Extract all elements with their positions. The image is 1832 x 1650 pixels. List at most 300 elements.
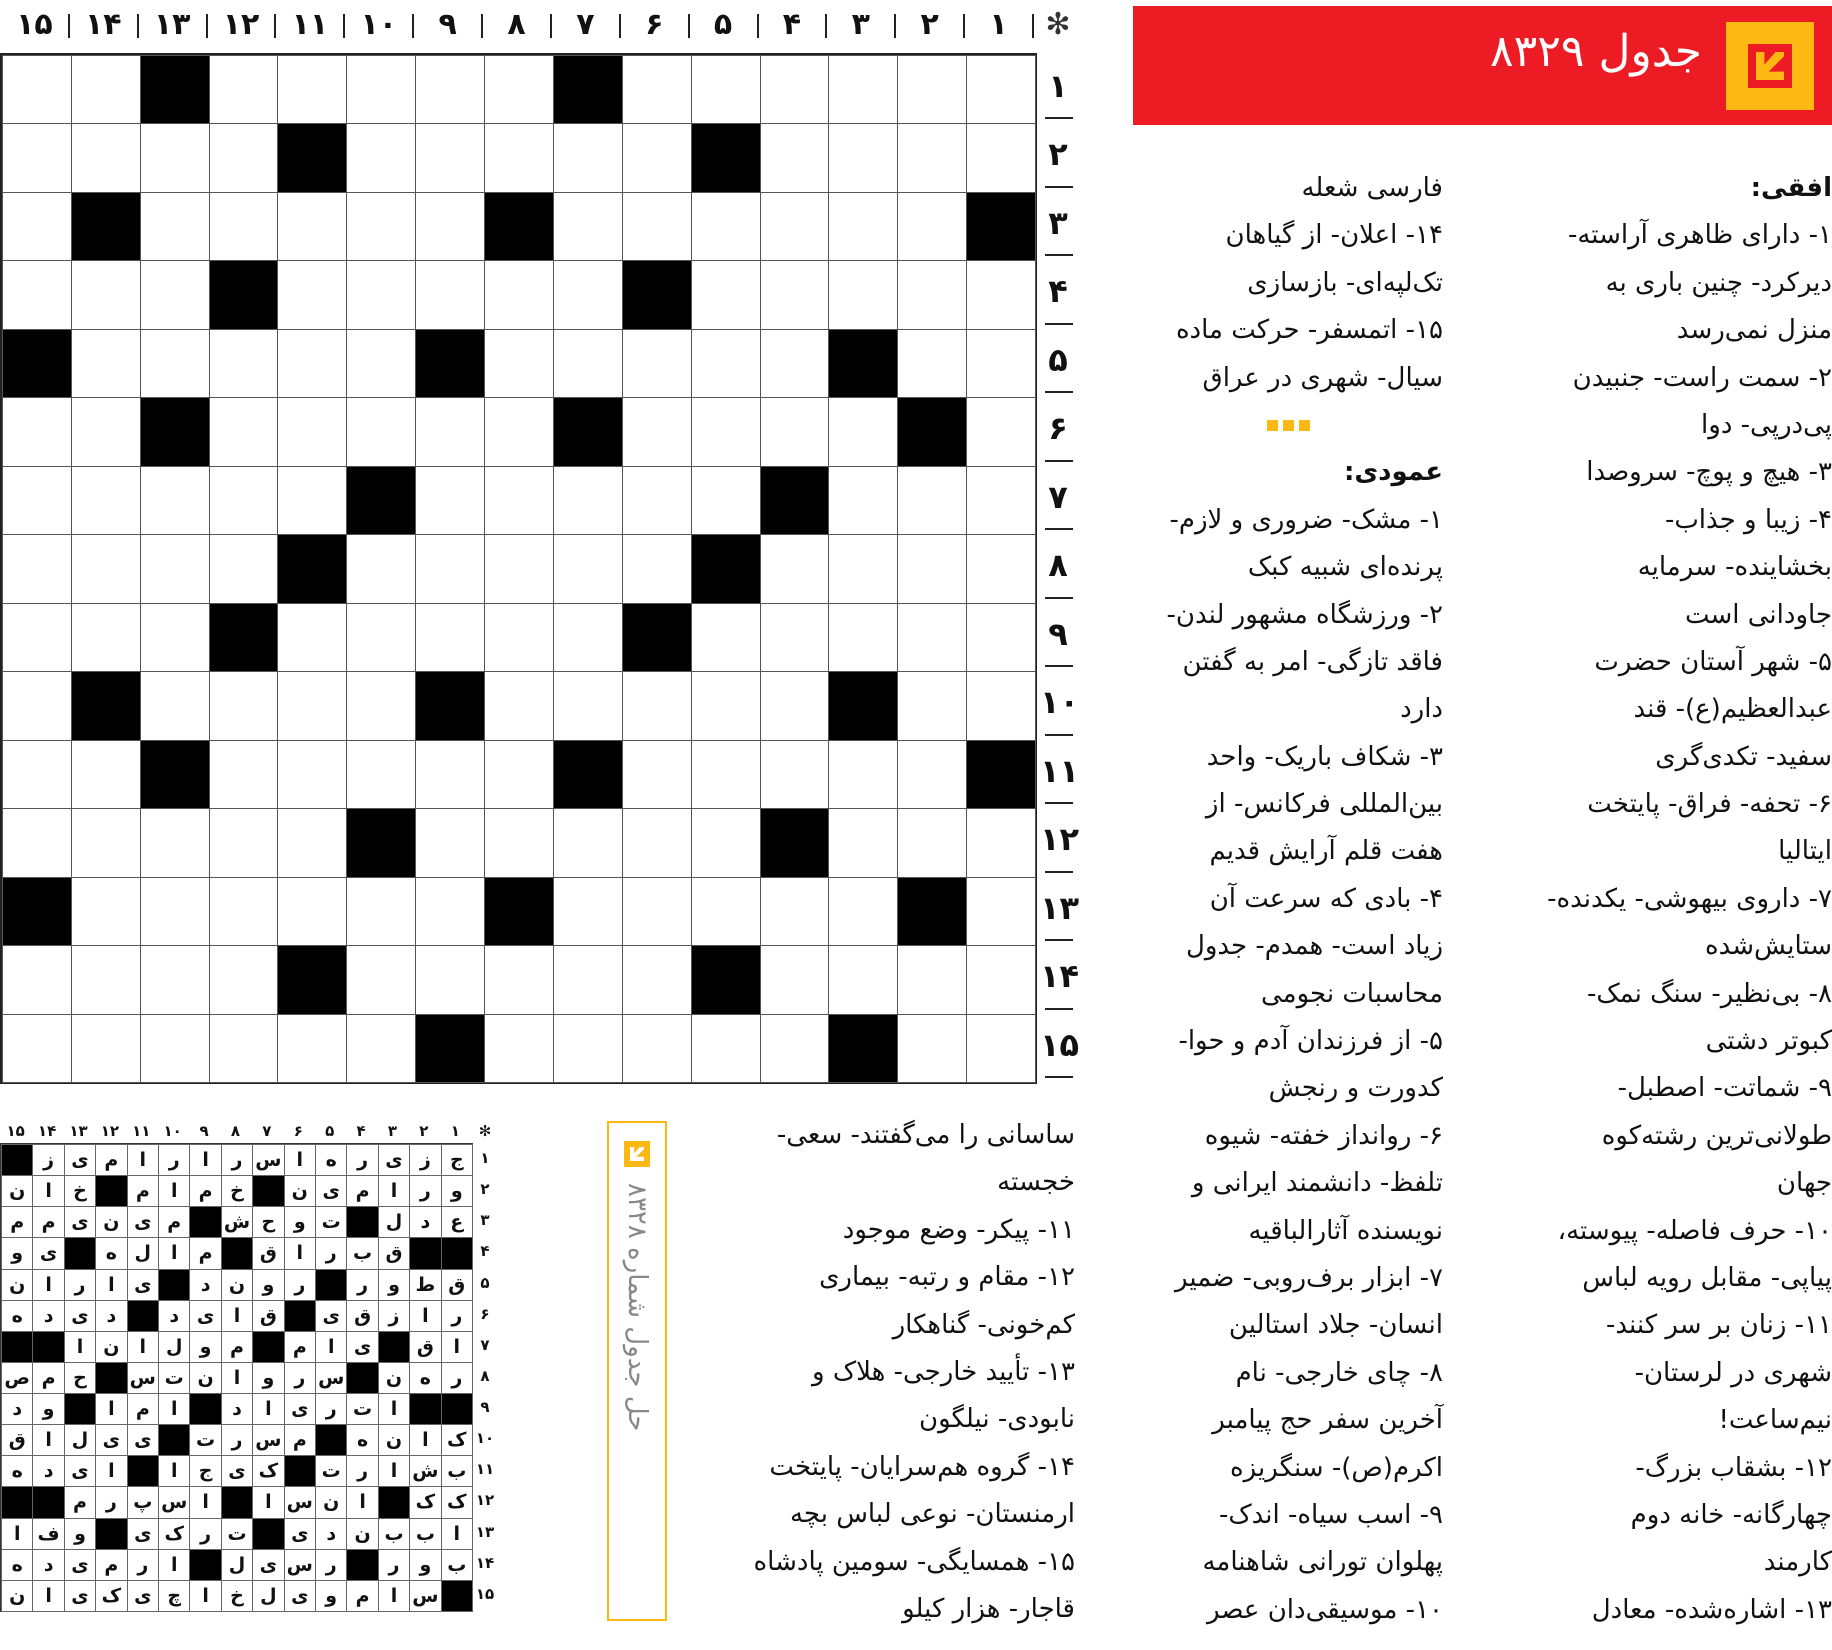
grid-cell[interactable] — [966, 671, 1036, 740]
clue-line: اکرم(ص)- سنگریزه — [1230, 1452, 1443, 1483]
column-divider — [481, 14, 483, 38]
grid-cell[interactable] — [346, 55, 416, 124]
grid-cell[interactable] — [553, 808, 623, 877]
grid-cell[interactable] — [760, 260, 830, 329]
grid-cell[interactable] — [966, 534, 1036, 603]
solution-cell: ه — [1, 1455, 33, 1487]
grid-cell[interactable] — [2, 397, 72, 466]
grid-cell[interactable] — [691, 55, 761, 124]
grid-cell[interactable] — [828, 260, 898, 329]
grid-cell[interactable] — [209, 123, 279, 192]
grid-cell[interactable] — [622, 397, 692, 466]
grid-cell[interactable] — [71, 945, 141, 1014]
solution-cell: ا — [95, 1269, 127, 1301]
solution-cell: ک — [441, 1486, 473, 1518]
grid-cell[interactable] — [140, 1014, 210, 1083]
solution-column-number: ۵ — [325, 1122, 335, 1140]
grid-cell[interactable] — [209, 466, 279, 535]
grid-cell[interactable] — [277, 671, 347, 740]
solution-cell: ی — [346, 1331, 378, 1363]
grid-cell[interactable] — [484, 329, 554, 398]
solution-cell: ر — [441, 1362, 473, 1394]
grid-cell[interactable] — [415, 740, 485, 809]
grid-cell[interactable] — [484, 808, 554, 877]
solution-cell: ا — [64, 1331, 96, 1363]
solution-column-number: ۱۲ — [100, 1122, 120, 1140]
grid-cell[interactable] — [2, 945, 72, 1014]
grid-cell[interactable] — [828, 945, 898, 1014]
solution-cell: ل — [127, 1237, 159, 1269]
grid-cell[interactable] — [691, 329, 761, 398]
grid-cell[interactable] — [760, 329, 830, 398]
solution-column-number: ۱۰ — [163, 1122, 182, 1140]
grid-cell[interactable] — [140, 329, 210, 398]
grid-cell[interactable] — [484, 740, 554, 809]
solution-black-cell — [346, 1362, 378, 1394]
row-number: ۱۰ — [1040, 683, 1080, 722]
grid-cell[interactable] — [622, 55, 692, 124]
solution-cell: ب — [409, 1518, 441, 1550]
grid-cell[interactable] — [140, 808, 210, 877]
grid-cell[interactable] — [553, 1014, 623, 1083]
column-divider — [343, 14, 345, 38]
clue-line: پی‌درپی- دوا — [1701, 409, 1832, 440]
grid-cell[interactable] — [828, 877, 898, 946]
grid-cell[interactable] — [140, 192, 210, 261]
grid-cell[interactable] — [622, 534, 692, 603]
grid-cell[interactable] — [553, 945, 623, 1014]
grid-cell[interactable] — [415, 603, 485, 672]
grid-cell[interactable] — [2, 466, 72, 535]
grid-cell[interactable] — [140, 945, 210, 1014]
black-cell — [277, 123, 347, 192]
solution-cell: ا — [189, 1580, 221, 1612]
grid-cell[interactable] — [760, 1014, 830, 1083]
solution-cell: و — [441, 1175, 473, 1207]
grid-cell[interactable] — [966, 123, 1036, 192]
grid-cell[interactable] — [484, 123, 554, 192]
grid-cell[interactable] — [2, 1014, 72, 1083]
grid-cell[interactable] — [553, 192, 623, 261]
grid-cell[interactable] — [760, 397, 830, 466]
solution-cell: ح — [64, 1362, 96, 1394]
column-divider — [206, 14, 208, 38]
grid-cell[interactable] — [415, 192, 485, 261]
grid-cell[interactable] — [966, 329, 1036, 398]
clue-line: نویسنده آثارالباقیه — [1248, 1215, 1443, 1246]
grid-cell[interactable] — [209, 397, 279, 466]
solution-cell: ق — [346, 1300, 378, 1332]
clue-line: ۱۱- پیکر- وضع موجود — [842, 1214, 1075, 1245]
grid-cell[interactable] — [966, 603, 1036, 672]
grid-cell[interactable] — [966, 397, 1036, 466]
grid-cell[interactable] — [760, 55, 830, 124]
solution-black-cell — [1, 1144, 33, 1176]
grid-cell[interactable] — [2, 192, 72, 261]
grid-cell[interactable] — [209, 945, 279, 1014]
black-cell — [209, 260, 279, 329]
grid-cell[interactable] — [484, 1014, 554, 1083]
solution-cell: س — [252, 1424, 284, 1456]
grid-cell[interactable] — [140, 534, 210, 603]
grid-cell[interactable] — [966, 466, 1036, 535]
grid-cell[interactable] — [140, 671, 210, 740]
grid-cell[interactable] — [760, 740, 830, 809]
solution-cell: ی — [252, 1549, 284, 1581]
grid-cell[interactable] — [484, 671, 554, 740]
grid-cell[interactable] — [760, 192, 830, 261]
grid-cell[interactable] — [760, 123, 830, 192]
grid-cell[interactable] — [71, 466, 141, 535]
grid-cell[interactable] — [2, 671, 72, 740]
grid-cell[interactable] — [415, 534, 485, 603]
grid-cell[interactable] — [71, 808, 141, 877]
grid-cell[interactable] — [691, 808, 761, 877]
solution-cell: ع — [441, 1206, 473, 1238]
grid-cell[interactable] — [828, 397, 898, 466]
black-cell — [71, 671, 141, 740]
grid-cell[interactable] — [828, 534, 898, 603]
grid-cell[interactable] — [2, 55, 72, 124]
grid-cell[interactable] — [553, 534, 623, 603]
solution-cell: س — [127, 1362, 159, 1394]
solution-black-cell — [441, 1580, 473, 1612]
solution-cell: ا — [1, 1518, 33, 1550]
solution-cell: ی — [378, 1144, 410, 1176]
solution-cell: ش — [409, 1455, 441, 1487]
grid-cell[interactable] — [140, 123, 210, 192]
grid-cell[interactable] — [140, 466, 210, 535]
grid-cell[interactable] — [897, 192, 967, 261]
grid-cell[interactable] — [897, 534, 967, 603]
clue-line: ۳- هیچ و پوچ- سروصدا — [1586, 457, 1832, 488]
grid-cell[interactable] — [2, 808, 72, 877]
grid-cell[interactable] — [346, 877, 416, 946]
grid-cell[interactable] — [346, 1014, 416, 1083]
grid-cell[interactable] — [346, 671, 416, 740]
grid-cell[interactable] — [415, 123, 485, 192]
row-number: ۱ — [1048, 67, 1068, 105]
grid-cell[interactable] — [553, 877, 623, 946]
grid-cell[interactable] — [346, 534, 416, 603]
grid-cell[interactable] — [346, 945, 416, 1014]
grid-cell[interactable] — [760, 877, 830, 946]
grid-cell[interactable] — [346, 123, 416, 192]
grid-cell[interactable] — [415, 808, 485, 877]
solution-cell: ی — [95, 1424, 127, 1456]
grid-cell[interactable] — [209, 329, 279, 398]
solution-cell: م — [221, 1331, 253, 1363]
grid-cell[interactable] — [2, 123, 72, 192]
black-cell — [553, 55, 623, 124]
grid-cell[interactable] — [828, 192, 898, 261]
grid-cell[interactable] — [966, 1014, 1036, 1083]
black-cell — [484, 192, 554, 261]
grid-cell[interactable] — [346, 260, 416, 329]
solution-cell: ی — [64, 1144, 96, 1176]
solution-black-cell — [158, 1269, 190, 1301]
grid-cell[interactable] — [71, 260, 141, 329]
grid-cell[interactable] — [484, 260, 554, 329]
grid-cell[interactable] — [140, 603, 210, 672]
solution-cell: م — [284, 1424, 316, 1456]
grid-cell[interactable] — [966, 877, 1036, 946]
grid-cell[interactable] — [484, 55, 554, 124]
clue-line: منزل نمی‌رسد — [1676, 315, 1832, 346]
grid-cell[interactable] — [209, 808, 279, 877]
grid-cell[interactable] — [277, 877, 347, 946]
solution-column-number: ۸ — [230, 1122, 241, 1140]
solution-cell: ل — [221, 1549, 253, 1581]
grid-cell[interactable] — [277, 55, 347, 124]
grid-cell[interactable] — [966, 55, 1036, 124]
grid-cell[interactable] — [897, 260, 967, 329]
grid-cell[interactable] — [209, 740, 279, 809]
solution-cell: ق — [441, 1269, 473, 1301]
solution-cell: س — [315, 1362, 347, 1394]
grid-cell[interactable] — [2, 603, 72, 672]
grid-cell[interactable] — [71, 740, 141, 809]
grid-cell[interactable] — [897, 123, 967, 192]
grid-cell[interactable] — [828, 466, 898, 535]
clue-line: ۴- زیبا و جذاب- — [1664, 504, 1832, 535]
grid-cell[interactable] — [691, 877, 761, 946]
solution-cell: ب — [378, 1518, 410, 1550]
grid-cell[interactable] — [828, 603, 898, 672]
solution-grid — [0, 1143, 473, 1612]
grid-cell[interactable] — [760, 945, 830, 1014]
grid-cell[interactable] — [897, 945, 967, 1014]
grid-cell[interactable] — [277, 397, 347, 466]
grid-cell[interactable] — [346, 740, 416, 809]
grid-cell[interactable] — [553, 329, 623, 398]
grid-cell[interactable] — [209, 534, 279, 603]
clue-line: ۷- ابزار برف‌روبی- ضمیر — [1175, 1262, 1443, 1293]
grid-cell[interactable] — [622, 192, 692, 261]
black-cell — [622, 260, 692, 329]
grid-cell[interactable] — [415, 877, 485, 946]
solution-cell: ا — [158, 1455, 190, 1487]
row-number: ۷ — [1048, 477, 1068, 516]
grid-cell[interactable] — [209, 1014, 279, 1083]
clue-line: ۲- ورزشگاه مشهور لندن- — [1166, 599, 1443, 630]
logo-icon — [1726, 22, 1814, 110]
grid-cell[interactable] — [553, 260, 623, 329]
clue-line: نابودی- نیلگون — [919, 1404, 1075, 1435]
grid-cell[interactable] — [691, 397, 761, 466]
grid-cell[interactable] — [484, 397, 554, 466]
grid-cell[interactable] — [897, 740, 967, 809]
solution-cell: ص — [1, 1362, 33, 1394]
grid-cell[interactable] — [897, 808, 967, 877]
grid-cell[interactable] — [415, 466, 485, 535]
logo-icon — [624, 1141, 650, 1167]
solution-cell: م — [64, 1486, 96, 1518]
grid-cell[interactable] — [2, 260, 72, 329]
solution-cell: و — [252, 1362, 284, 1394]
grid-cell[interactable] — [277, 260, 347, 329]
grid-cell[interactable] — [71, 397, 141, 466]
grid-cell[interactable] — [828, 740, 898, 809]
grid-cell[interactable] — [277, 329, 347, 398]
solution-cell: ف — [32, 1518, 64, 1550]
solution-cell: ن — [378, 1362, 410, 1394]
grid-cell[interactable] — [415, 397, 485, 466]
solution-cell: ر — [315, 1393, 347, 1425]
grid-cell[interactable] — [484, 466, 554, 535]
grid-cell[interactable] — [553, 123, 623, 192]
clue-line: کدورت و رنجش — [1268, 1073, 1443, 1104]
grid-cell[interactable] — [415, 260, 485, 329]
grid-cell[interactable] — [209, 671, 279, 740]
grid-cell[interactable] — [691, 192, 761, 261]
grid-cell[interactable] — [553, 466, 623, 535]
grid-cell[interactable] — [622, 466, 692, 535]
grid-cell[interactable] — [897, 603, 967, 672]
grid-cell[interactable] — [828, 123, 898, 192]
solution-cell: ز — [409, 1144, 441, 1176]
grid-cell[interactable] — [897, 671, 967, 740]
solution-black-cell — [189, 1206, 221, 1238]
grid-cell[interactable] — [622, 945, 692, 1014]
grid-cell[interactable] — [71, 329, 141, 398]
corner-symbol: ✻ — [1045, 7, 1071, 42]
black-cell — [415, 671, 485, 740]
solution-cell: ی — [127, 1206, 159, 1238]
solution-cell: ی — [284, 1580, 316, 1612]
grid-cell[interactable] — [760, 534, 830, 603]
grid-cell[interactable] — [760, 671, 830, 740]
grid-cell[interactable] — [71, 877, 141, 946]
grid-cell[interactable] — [140, 877, 210, 946]
grid-cell[interactable] — [277, 603, 347, 672]
black-cell — [691, 123, 761, 192]
grid-cell[interactable] — [2, 534, 72, 603]
grid-cell[interactable] — [484, 945, 554, 1014]
solution-row-number: ۱۳ — [475, 1522, 495, 1541]
clue-line: ۱۳- اشاره‌شده- معادل — [1591, 1594, 1832, 1625]
grid-cell[interactable] — [553, 603, 623, 672]
clue-line: انسان- جلاد استالین — [1228, 1310, 1443, 1341]
grid-cell[interactable] — [209, 877, 279, 946]
grid-cell[interactable] — [277, 740, 347, 809]
grid-cell[interactable] — [71, 55, 141, 124]
grid-cell[interactable] — [484, 603, 554, 672]
grid-cell[interactable] — [897, 466, 967, 535]
column-number: ۱۲ — [222, 7, 260, 42]
solution-row-number: ۱۱ — [475, 1460, 495, 1479]
column-divider — [412, 14, 414, 38]
solution-black-cell — [127, 1455, 159, 1487]
grid-cell[interactable] — [622, 329, 692, 398]
grid-cell[interactable] — [622, 740, 692, 809]
black-cell — [346, 466, 416, 535]
grid-cell[interactable] — [71, 123, 141, 192]
grid-cell[interactable] — [691, 740, 761, 809]
clue-line: ۱۳- تأیید خارجی- هلاک و — [812, 1356, 1075, 1387]
grid-cell[interactable] — [346, 192, 416, 261]
grid-cell[interactable] — [966, 808, 1036, 877]
solution-cell: م — [95, 1549, 127, 1581]
grid-cell[interactable] — [897, 1014, 967, 1083]
row-divider — [1045, 597, 1073, 599]
solution-cell: و — [64, 1518, 96, 1550]
solution-row-number: ۱۰ — [475, 1429, 495, 1448]
grid-cell[interactable] — [897, 329, 967, 398]
solution-cell: خ — [221, 1175, 253, 1207]
grid-cell[interactable] — [415, 55, 485, 124]
solution-cell: ا — [221, 1362, 253, 1394]
grid-cell[interactable] — [415, 945, 485, 1014]
solution-cell: ا — [252, 1486, 284, 1518]
grid-cell[interactable] — [2, 740, 72, 809]
solution-cell: ر — [95, 1486, 127, 1518]
black-cell — [346, 808, 416, 877]
solution-black-cell — [64, 1237, 96, 1269]
grid-cell[interactable] — [484, 534, 554, 603]
grid-cell[interactable] — [209, 55, 279, 124]
column-divider — [825, 14, 827, 38]
clue-line: بین‌المللی فرکانس- از — [1205, 789, 1443, 820]
grid-cell[interactable] — [691, 260, 761, 329]
grid-cell[interactable] — [71, 603, 141, 672]
clue-line: دارد — [1400, 694, 1443, 725]
grid-cell[interactable] — [691, 603, 761, 672]
grid-cell[interactable] — [622, 671, 692, 740]
grid-cell[interactable] — [691, 1014, 761, 1083]
grid-cell[interactable] — [966, 260, 1036, 329]
solution-cell: و — [32, 1393, 64, 1425]
solution-cell: ا — [346, 1486, 378, 1518]
grid-cell[interactable] — [828, 808, 898, 877]
solution-cell: ب — [441, 1549, 473, 1581]
solution-cell: ا — [189, 1486, 221, 1518]
grid-cell[interactable] — [346, 603, 416, 672]
grid-cell[interactable] — [622, 1014, 692, 1083]
solution-cell: و — [284, 1206, 316, 1238]
grid-cell[interactable] — [277, 808, 347, 877]
grid-cell[interactable] — [897, 55, 967, 124]
grid-cell[interactable] — [277, 466, 347, 535]
grid-cell[interactable] — [346, 397, 416, 466]
grid-cell[interactable] — [277, 192, 347, 261]
clue-line: ۱۰- موسیقی‌دان عصر — [1207, 1594, 1443, 1625]
grid-cell[interactable] — [209, 192, 279, 261]
grid-cell[interactable] — [691, 466, 761, 535]
solution-cell: د — [409, 1206, 441, 1238]
solution-cell: ا — [252, 1393, 284, 1425]
solution-cell: ت — [315, 1455, 347, 1487]
grid-cell[interactable] — [622, 123, 692, 192]
grid-cell[interactable] — [622, 877, 692, 946]
grid-cell[interactable] — [828, 55, 898, 124]
black-cell — [897, 877, 967, 946]
grid-cell[interactable] — [966, 945, 1036, 1014]
grid-cell[interactable] — [760, 603, 830, 672]
solution-black-cell — [284, 1455, 316, 1487]
grid-cell[interactable] — [622, 808, 692, 877]
solution-cell: ی — [284, 1393, 316, 1425]
grid-cell[interactable] — [691, 671, 761, 740]
grid-cell[interactable] — [553, 671, 623, 740]
solution-cell: ک — [441, 1424, 473, 1456]
grid-cell[interactable] — [277, 1014, 347, 1083]
grid-cell[interactable] — [71, 1014, 141, 1083]
grid-cell[interactable] — [346, 329, 416, 398]
solution-cell: ه — [315, 1144, 347, 1176]
grid-cell[interactable] — [71, 534, 141, 603]
grid-cell[interactable] — [140, 260, 210, 329]
